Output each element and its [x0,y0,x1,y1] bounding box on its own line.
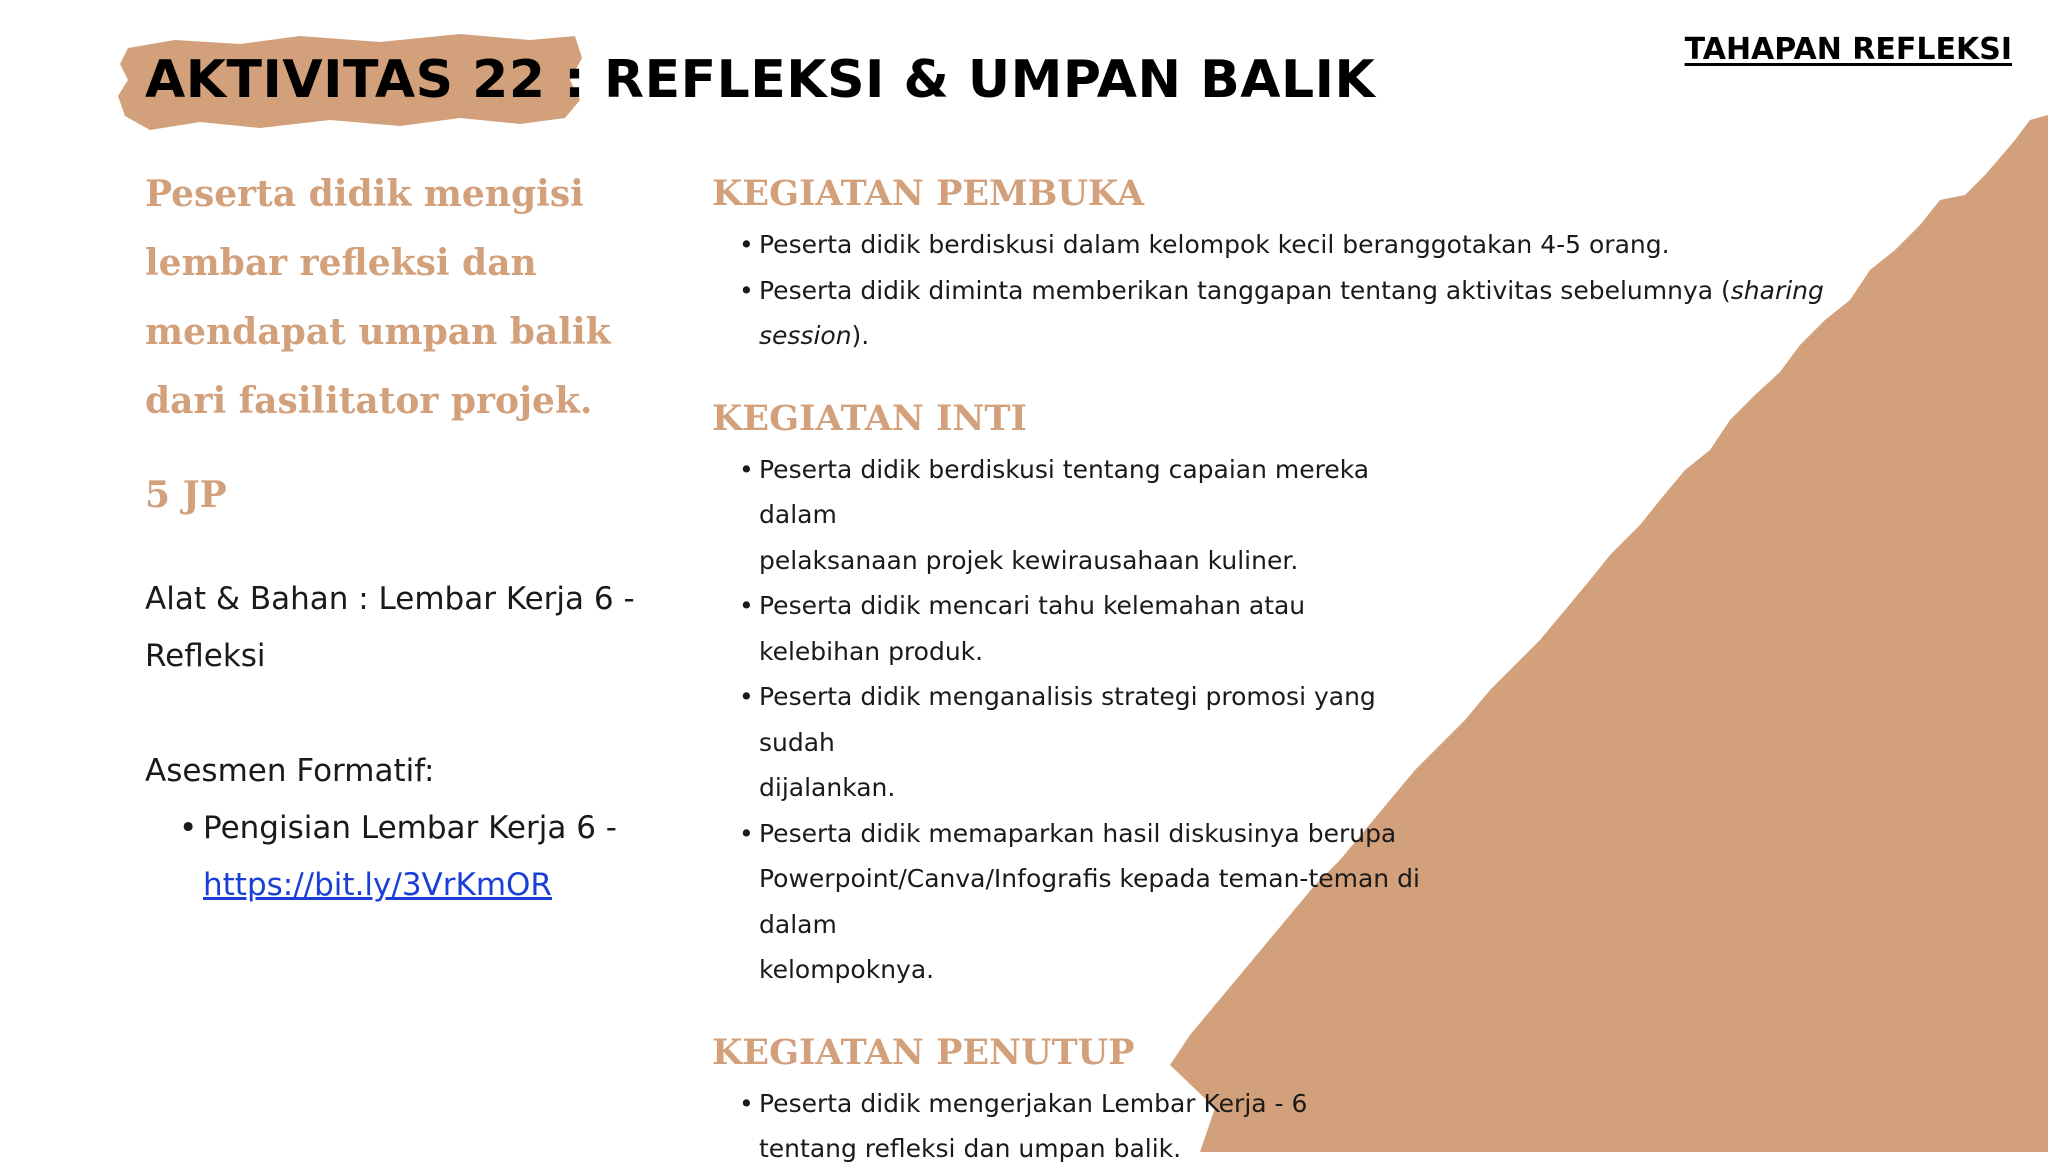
list-item-line: Powerpoint/Canva/Infografis kepada teman-teman di dalam [759,864,1420,939]
tools-and-materials [145,571,665,685]
bullet-list [712,447,1432,993]
assessment-link[interactable]: https://bit.ly/3VrKmOR [203,867,552,903]
section-title: KEGIATAN INTI [712,397,1027,439]
bullet-list [712,1081,1912,1172]
list-item: • Peserta didik mencari tahu kelemahan atau kelebihan produk. [759,583,1432,674]
assessment-item [203,800,665,914]
list-item-line: • Peserta didik menganalisis strategi promosi yang sudah [759,682,1376,757]
intro-line: lembar refleksi dan [145,242,537,284]
left-column [145,160,665,914]
intro-line: mendapat umpan balik [145,311,611,353]
assessment-item-text: • Pengisian Lembar Kerja 6 - [203,810,617,846]
tools-line: Refleksi [145,638,266,674]
intro-line: Peserta didik mengisi [145,173,584,215]
assessment-label: Asesmen Formatif: [145,753,435,789]
section-title: KEGIATAN PEMBUKA [712,173,1145,214]
list-item-text: ). [851,321,870,350]
slide-title: AKTIVITAS 22 : REFLEKSI & UMPAN BALIK [145,50,1376,110]
list-item [759,811,1432,993]
tools-line: Alat & Bahan : Lembar Kerja 6 - [145,581,635,617]
lesson-hours: 5 JP [145,474,227,516]
list-item-line: tentang refleksi dan umpan balik. [759,1134,1182,1163]
list-item [759,1081,1912,1172]
bullet-list [712,222,1912,359]
section-inti [712,395,1432,993]
list-item-text: Peserta didik diminta memberikan tanggapan tentang aktivitas sebelumnya ( [759,275,1731,305]
list-item [759,268,1912,359]
section-pembuka [712,170,1912,359]
list-item [759,674,1432,811]
list-item-italic: sharing session [759,275,1824,350]
intro-line: dari fasilitator projek. [145,380,593,422]
right-column [712,170,1912,1172]
list-item-line: pelaksanaan projek kewirausahaan kuliner. [759,545,1299,575]
section-title: KEGIATAN PENUTUP [712,1031,1135,1073]
list-item [759,447,1432,584]
list-item-line: • Peserta didik berdiskusi tentang capaian mereka dalam [759,454,1370,529]
intro-text [145,160,665,436]
list-item-line: kelompoknya. [759,955,935,984]
stage-tag: TAHAPAN REFLEKSI [1684,32,2012,67]
list-item-line: • Peserta didik memaparkan hasil diskusinya berupa [759,818,1397,848]
list-item-line: • Peserta didik mengerjakan Lembar Kerja - 6 [759,1088,1308,1118]
assessment-list [145,800,665,914]
list-item: • Peserta didik berdiskusi dalam kelompok kecil beranggotakan 4-5 orang. [759,222,1912,268]
section-penutup [712,1029,1912,1172]
list-item-line: dijalankan. [759,773,896,802]
